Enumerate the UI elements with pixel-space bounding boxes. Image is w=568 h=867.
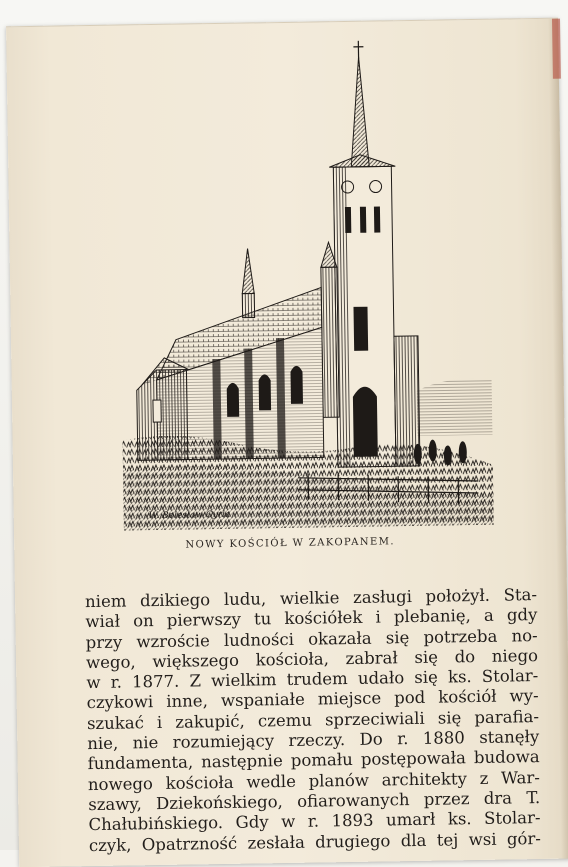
text-line: szukać i zakupić, czemu sprzeciwiali się parafia-: [87, 707, 539, 734]
text-line: Chałubińskiego. Gdy w r. 1893 umarł ks. Stolar-: [88, 808, 540, 835]
book-cover-edge: [552, 19, 561, 79]
text-line: nowego kościoła wedle planów architekty z War-: [88, 768, 540, 795]
text-line: czykowi inne, wspaniałe miejsce pod kościół wy-: [87, 687, 539, 714]
text-line: w r. 1877. Z wielkim trudem udało się ks. Stolar-: [86, 666, 538, 693]
book-page: [6, 18, 568, 867]
text-line: fundamenta, następnie pomału postępowała budowa: [87, 747, 539, 774]
body-paragraph: [85, 585, 541, 856]
illustration-signature: W. Bolesław Cyrla: [149, 510, 231, 521]
text-line: niem dzikiego ludu, wielkie zasługi położył. Sta-: [85, 585, 537, 612]
illustration-caption: NOWY KOŚCIÓŁ W ZAKOPANEM.: [14, 534, 566, 554]
text-line: wego, większego kościoła, zabrał się do niego: [86, 646, 538, 673]
text-line: szawy, Dziekońskiego, ofiarowanych przez dra T.: [88, 788, 540, 815]
text-line: nie, nie rozumiejący rzeczy. Do r. 1880 stanęły: [87, 727, 539, 754]
text-line: przy wzroście ludności okazała się potrzeba no-: [86, 626, 538, 653]
text-line: czyk, Opatrzność zesłała drugiego dla tej wsi gór-: [89, 829, 541, 856]
text-line: wiał on pierwszy tu kościółek i plebanię, a gdy: [85, 605, 537, 632]
church-illustration: [111, 35, 494, 531]
